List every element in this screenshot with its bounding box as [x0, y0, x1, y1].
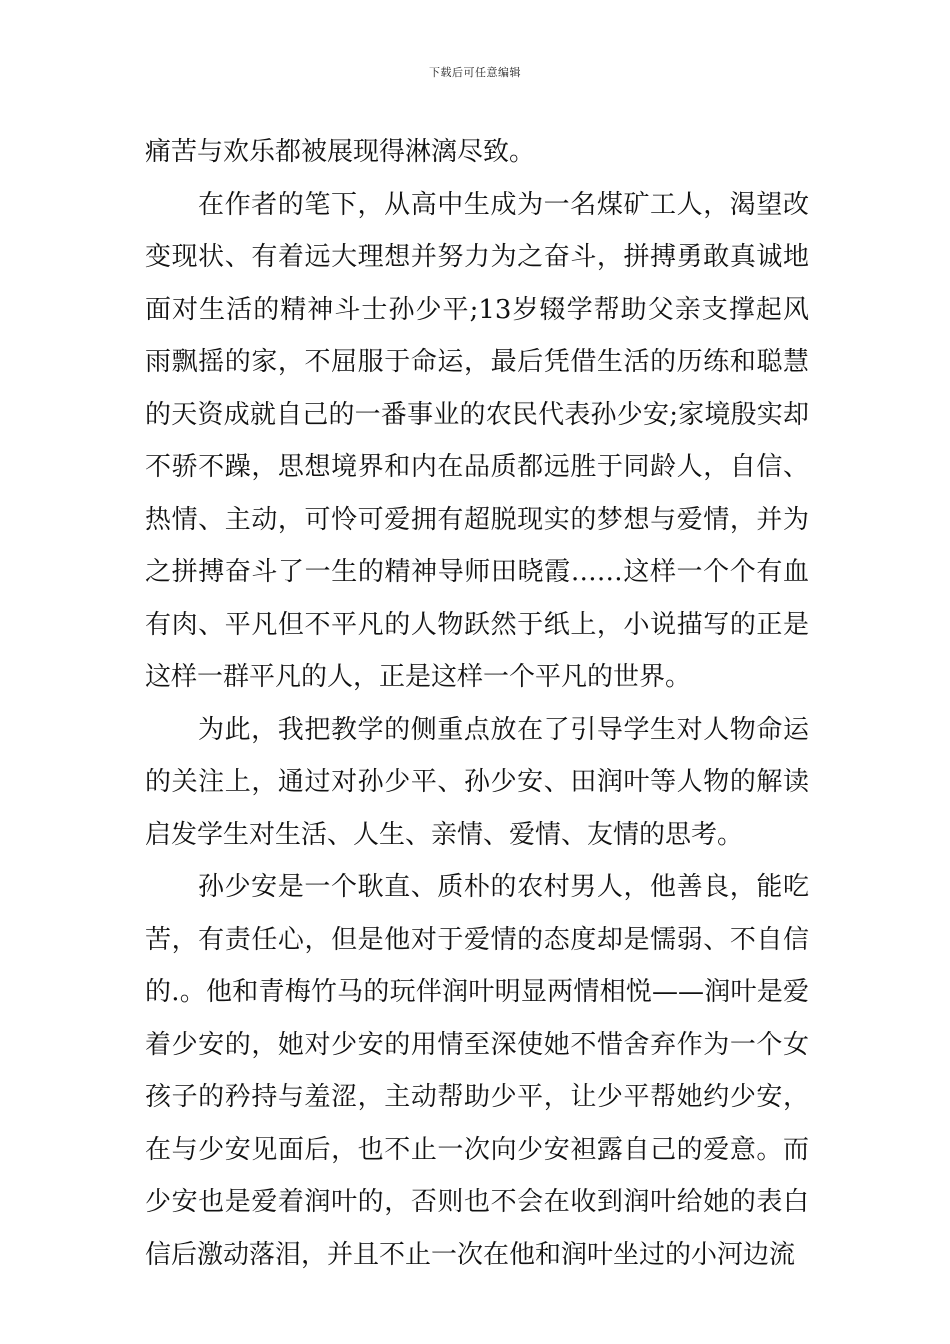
- paragraph-1: 痛苦与欢乐都被展现得淋漓尽致。: [145, 137, 536, 167]
- paragraph-4: 孙少安是一个耿直、质朴的农村男人，他善良，能吃苦，有责任心，但是他对于爱情的态度却是懦弱、不自信的.。他和青梅竹马的玩伴润叶明显两情相悦——润叶是爱着少安的，她对少安的用情至深使她不惜舍弃作为一个女孩子的矜持与羞涩，主动帮助少平，让少平帮她约少安，在与少安见面后，也不止一次向少安袒露自己的爱意。而少安也是爱着润叶的，否则也不会在收到润叶给她的表白信后激动落泪，并且不止一次在他和润叶坐过的小河边流: [145, 872, 809, 1270]
- body-text: [145, 126, 809, 1281]
- paragraph-2: 在作者的笔下，从高中生成为一名煤矿工人，渴望改变现状、有着远大理想并努力为之奋斗，拼搏勇敢真诚地面对生活的精神斗士孙少平;13岁辍学帮助父亲支撑起风雨飘摇的家，不屈服于命运，最后凭借生活的历练和聪慧的天资成就自己的一番事业的农民代表孙少安;家境殷实却不骄不躁，思想境界和内在品质都远胜于同龄人，自信、热情、主动，可怜可爱拥有超脱现实的梦想与爱情，并为之拼搏奋斗了一生的精神导师田晓霞……这样一个个有血有肉、平凡但不平凡的人物跃然于纸上，小说描写的正是这样一群平凡的人，正是这样一个平凡的世界。: [145, 189, 809, 692]
- paragraph-3: 为此，我把教学的侧重点放在了引导学生对人物命运的关注上，通过对孙少平、孙少安、田润叶等人物的解读启发学生对生活、人生、亲情、爱情、友情的思考。: [145, 714, 809, 850]
- page-header: 下载后可任意编辑: [429, 66, 521, 79]
